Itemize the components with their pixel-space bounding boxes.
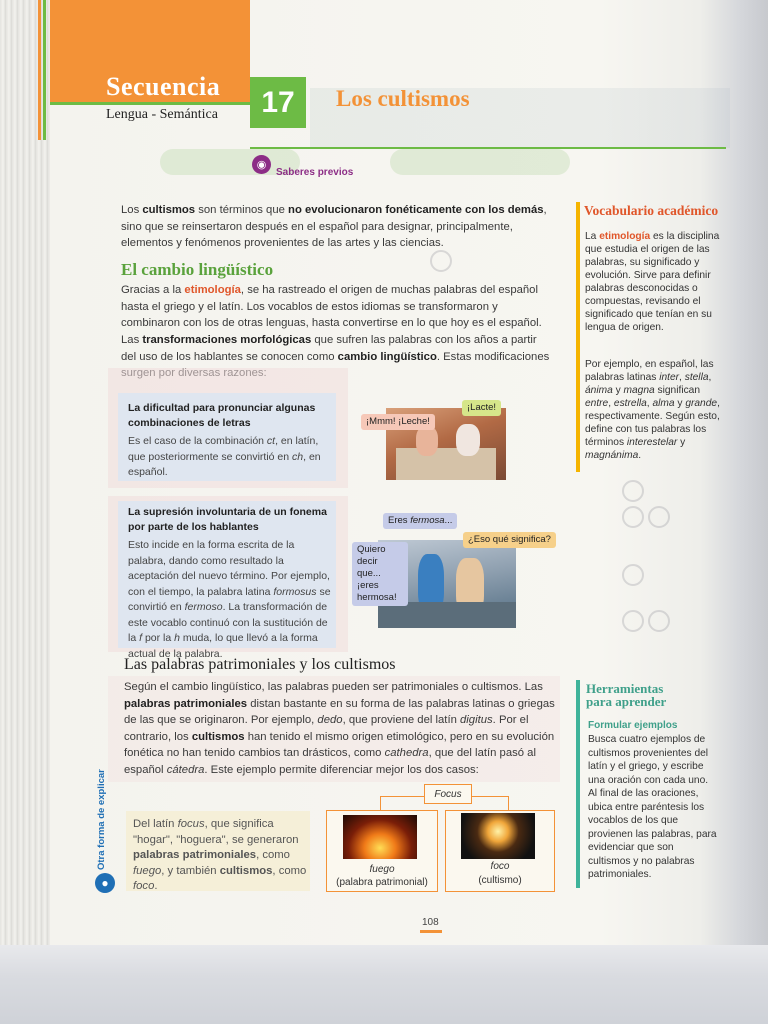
diagram-root: Focus [424,784,472,804]
page-number-underline [420,930,442,933]
tools-subtitle: Formular ejemplos [588,720,678,731]
reason-text: Es el caso de la combinación ct, en latín, que posteriormente se convirtió en ch, en español. [128,435,321,478]
sequence-number: 17 [250,77,306,128]
speech-bubble: Eres fermosa... [383,513,457,529]
speech-bubble: ¿Eso qué significa? [463,532,556,548]
show-through [430,250,452,272]
section-tag: Saberes previos [276,167,354,178]
page-title: Los cultismos [336,86,470,111]
paragraph: Las transformaciones morfológicas que sufren las palabras con los años a partir del uso de los hablantes se conocen como cambio lingüístico. Estas modificaciones [121,334,550,363]
spine-stripe [43,0,46,140]
show-through [648,610,670,632]
paragraph: Gracias a la etimología, se ha rastreado el origen de muchas palabras del español hasta el griego y el latín. Los vocablos de estos idiomas se transformaron y combinaron con los de otras lenguas, hasta convertirse en lo que hoy es el español. [121,284,542,329]
spine-stripe [38,0,41,140]
side-label: Otra forma de explicar [96,769,107,870]
header-rule [250,147,726,149]
section-heading: El cambio lingüístico [121,260,274,279]
page-number: 108 [422,917,439,928]
reason-text: Esto incide en la forma escrita de la palabra, dando como resultado la aceptación del nuevo término. Por ejemplo, con el tiempo, la palabra latina formosus se convirtió en fermoso. La transformación de este vocablo continuó con la sustitución de la f por la h muda, lo que llevó a la forma actual de la palabra. [128,539,331,660]
vocab-title: Vocabulario académico [584,203,719,218]
vocab-text: Por ejemplo, en español, las palabras latinas inter, stella, ánima y magna significan entre, estrella, alma y grande, respectivamente. Según esto, define con tus palabras los términos interestelar y magnánima. [585,359,720,461]
sidebar-accent [576,680,580,888]
diagram-connector [380,796,424,797]
diagram-connector [380,796,381,810]
sequence-label: Secuencia [106,72,221,101]
speech-bubble: Quiero decir que... ¡eres hermosa! [352,542,408,606]
reason-title: La supresión involuntaria de un fonema por parte de los hablantes [128,506,327,533]
card-caption: foco [490,861,510,872]
subject-label: Lengua - Semántica [106,107,218,122]
banner-divider [50,102,250,105]
bulb-image [461,813,535,859]
card-caption-type: (cultismo) [478,875,522,886]
show-through [622,564,644,586]
section-heading: Las palabras patrimoniales y los cultismos [124,656,396,673]
reason-title: La dificultad para pronunciar algunas combinaciones de letras [128,402,316,429]
paragraph: Según el cambio lingüístico, las palabras pueden ser patrimoniales o cultismos. Las palabras patrimoniales distan bastante en su forma de las palabras latinas o griegas de las que se originaron. Por ejemplo, dedo, que proviene del latín digitus. Por el contrario, los cultismos han tenido el mismo origen etimológico, pero en su evolución fonética no han tenido cambios tan drásticos, como cathedra, que del latín pasó al español cátedra. Este ejemplo permite diferenciar mejor los dos casos: [124,681,555,776]
page-shadow [0,945,768,1024]
explain-text: Del latín focus, que significa "hogar", "hoguera", se generaron palabras patrimoniales, como fuego, y también cultismos, como foco. [133,818,307,892]
speech-bubble: ¡Lacte! [462,400,501,416]
fire-image [343,815,417,859]
sidebar-accent [576,202,580,472]
card-caption: fuego [369,864,395,875]
show-through [390,149,570,175]
show-through [648,506,670,528]
show-through [622,610,644,632]
head-icon: ◉ [252,155,271,174]
diagram-connector [472,796,508,797]
vocab-text: La etimología es la disciplina que estudia el origen de las palabras, su significado y evolución. Sirve para definir palabras desconocidas o compuestas, revisando el significado que tenían en su lengua de origen. [585,231,720,333]
show-through [622,506,644,528]
tools-text: Busca cuatro ejemplos de cultismos provenientes del latín y el griego, y escribe una oración con cada uno. Al final de las oraciones, ubica entre paréntesis los vocablos de los que provienen las palabras, para evidenciar que son cultismos y no palabras patrimoniales. [588,734,717,880]
bulb-circle-icon: ● [95,873,115,893]
book-spine [0,0,50,945]
show-through [622,480,644,502]
card-caption-type: (palabra patrimonial) [336,877,428,888]
tools-title: Herramientas para aprender [586,681,667,709]
diagram-connector [508,796,509,810]
speech-bubble: ¡Mmm! ¡Leche! [361,414,435,430]
intro-paragraph: Los cultismos son términos que no evolucionaron fonéticamente con los demás, sino que se reinsertaron después en el español para designar, principalmente, elementos y fenómenos provenientes de las artes y las ciencias. [121,204,547,249]
